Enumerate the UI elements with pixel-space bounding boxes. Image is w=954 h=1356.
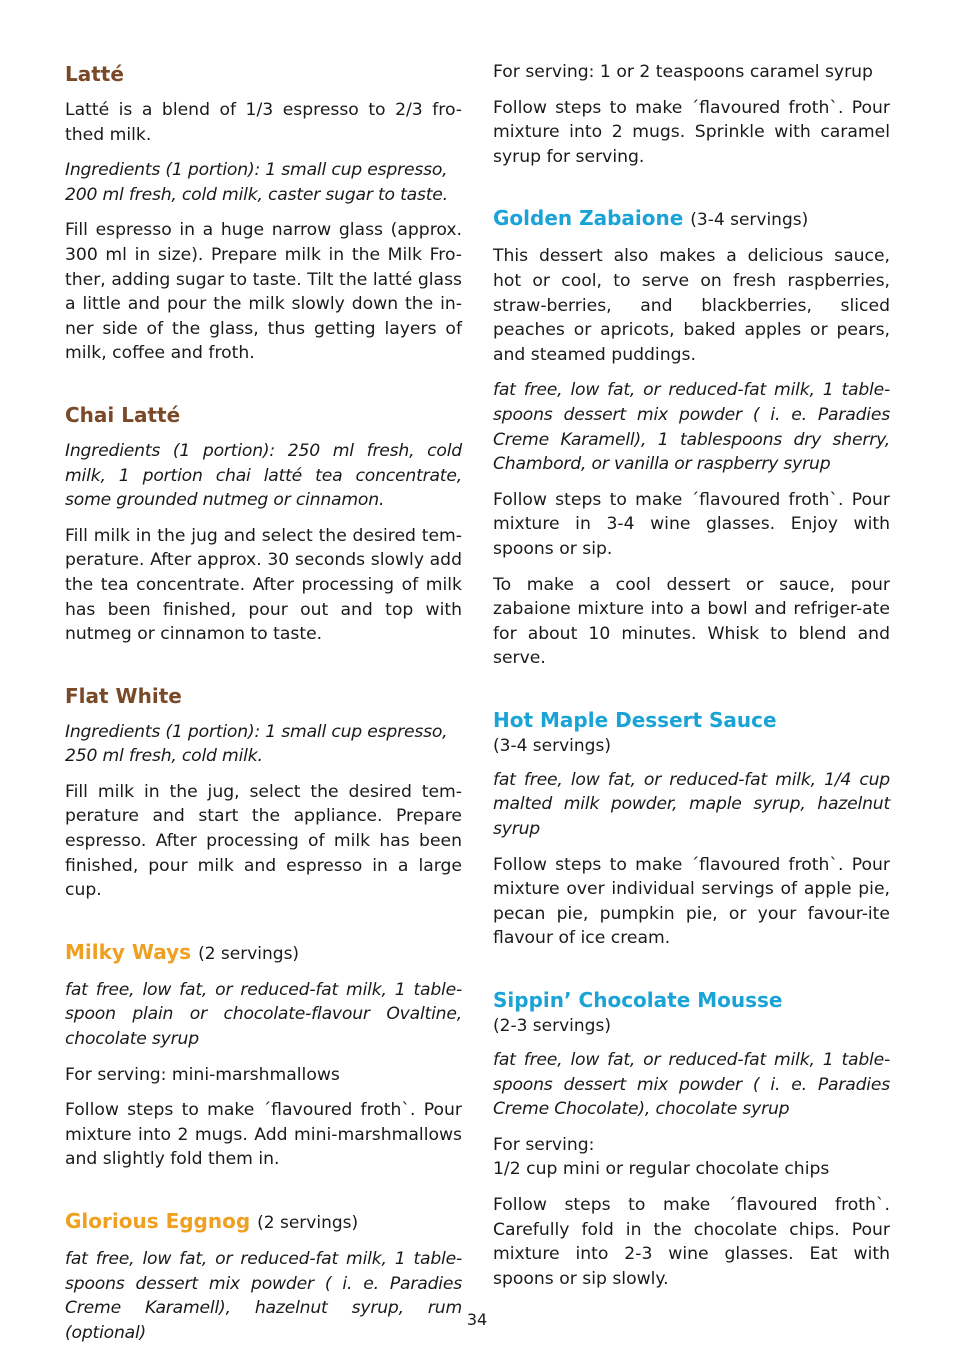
section-golden-zabaione [493,204,890,671]
eggnog-ingredients: fat free, low fat, or reduced-fat milk, 1 table-spoons dessert mix powder ( i. e. Paradies Creme Karamell), hazelnut syrup, rum (optional) [65,1249,462,1343]
heading-milky-ways [65,938,462,968]
chai-instructions: Fill milk in the jug and select the desired tem-perature. After approx. 30 seconds slowly add the tea concentrate. After processing of milk has been finished, pour out and top with nutmeg or cinnamon to taste. [65,525,462,645]
hot-maple-ingredients: fat free, low fat, or reduced-fat milk, 1/4 cup malted milk powder, maple syrup, hazelnut syrup [493,769,890,840]
heading-chai-latte: Chai Latté [65,402,181,427]
mousse-serving-item: 1/2 cup mini or regular chocolate chips [493,1159,830,1180]
flat-white-ingredients: Ingredients (1 portion): 1 small cup espresso, 250 ml fresh, cold milk. [65,721,448,767]
mousse-ingredients: fat free, low fat, or reduced-fat milk, 1 table-spoons dessert mix powder ( i. e. Paradies Creme Chocolate), chocolate syrup [493,1050,890,1120]
eggnog-serving: For serving: 1 or 2 teaspoons caramel syrup [493,62,873,82]
zabaione-instructions: Follow steps to make ´flavoured froth`. Pour mixture in 3-4 wine glasses. Enjoy with spoons or sip. [493,489,890,559]
milky-ways-instructions: Follow steps to make ´flavoured froth`. Pour mixture into 2 mugs. Add mini-marshmallows and slightly fold them in. [65,1100,462,1170]
milky-ways-serving: For serving: mini-marshmallows [65,1064,340,1085]
section-chai-latte [65,401,462,647]
eggnog-instructions: Follow steps to make ´flavoured froth`. Pour mixture into 2 mugs. Sprinkle with caramel syrup for serving. [493,97,890,167]
hot-maple-servings: (3-4 servings) [493,735,611,756]
hot-maple-instructions: Follow steps to make ´flavoured froth`. Pour mixture over individual servings of apple pie, pecan pie, pumpkin pie, or your favour-ite flavour of ice cream. [493,854,890,949]
zabaione-title: Golden Zabaione [493,206,684,231]
section-latte [65,60,462,366]
section-flat-white [65,682,462,903]
section-hot-maple [493,706,890,951]
heading-golden-zabaione [493,204,890,234]
latte-description: Latté is a blend of 1/3 espresso to 2/3 fro-thed milk. [65,100,462,145]
section-milky-ways [65,938,462,1172]
zabaione-ingredients: fat free, low fat, or reduced-fat milk, 1 table-spoons dessert mix powder ( i. e. Paradies Creme Karamell), 1 tablespoons dry sherry, Chambord, or vanilla or raspberry syrup [493,380,890,475]
latte-ingredients: Ingredients (1 portion): 1 small cup espresso, 200 ml fresh, cold milk, caster sugar to taste. [65,160,448,205]
heading-hot-maple: Hot Maple Dessert Sauce [493,707,777,732]
right-column [493,60,890,1302]
heading-flat-white: Flat White [65,683,182,708]
milky-ways-servings: (2 servings) [198,943,300,964]
mousse-serving [493,1133,890,1182]
milky-ways-title: Milky Ways [65,939,192,964]
page-number: 34 [466,1310,488,1329]
section-chocolate-mousse [493,986,890,1291]
zabaione-cool-instructions: To make a cool dessert or sauce, pour zabaione mixture into a bowl and refriger-ate for about 10 minutes. Whisk to blend and serve. [493,574,890,669]
mousse-serving-label: For serving: [493,1134,595,1155]
latte-instructions: Fill espresso in a huge narrow glass (approx. 300 ml in size). Prepare milk in the Milk Fro-ther, adding sugar to taste. Tilt the latté glass a little and pour the milk slowly down the in-ner side of the glass, thus getting layers of milk, coffee and froth. [65,220,462,364]
heading-chocolate-mousse: Sippin’ Chocolate Mousse [493,988,783,1013]
mousse-instructions: Follow steps to make ´flavoured froth`. Carefully fold in the chocolate chips. Pour mixture into 2-3 wine glasses. Eat with spoons or sip slowly. [493,1195,890,1289]
eggnog-servings: (2 servings) [257,1213,359,1233]
section-eggnog-continued [493,60,890,169]
zabaione-description: This dessert also makes a delicious sauce, hot or cool, to serve on fresh raspberries, straw-berries, and blackberries, sliced peaches or apricots, baked apples or pears, and steamed puddings. [493,246,890,365]
zabaione-servings: (3-4 servings) [690,210,809,231]
mousse-servings: (2-3 servings) [493,1016,611,1037]
heading-glorious-eggnog [65,1207,462,1237]
heading-latte: Latté [65,62,124,86]
flat-white-instructions: Fill milk in the jug, select the desired tem-perature and start the appliance. Prepare espresso. After processing of milk has been finished, pour milk and espresso in a large cup. [65,781,462,901]
eggnog-title: Glorious Eggnog [65,1209,251,1233]
milky-ways-ingredients: fat free, low fat, or reduced-fat milk, 1 table-spoon plain or chocolate-flavour Ovaltine, chocolate syrup [65,979,462,1050]
chai-ingredients: Ingredients (1 portion): 250 ml fresh, cold milk, 1 portion chai latté tea concentrate, some grounded nutmeg or cinnamon. [65,440,462,511]
left-column [65,60,462,1356]
